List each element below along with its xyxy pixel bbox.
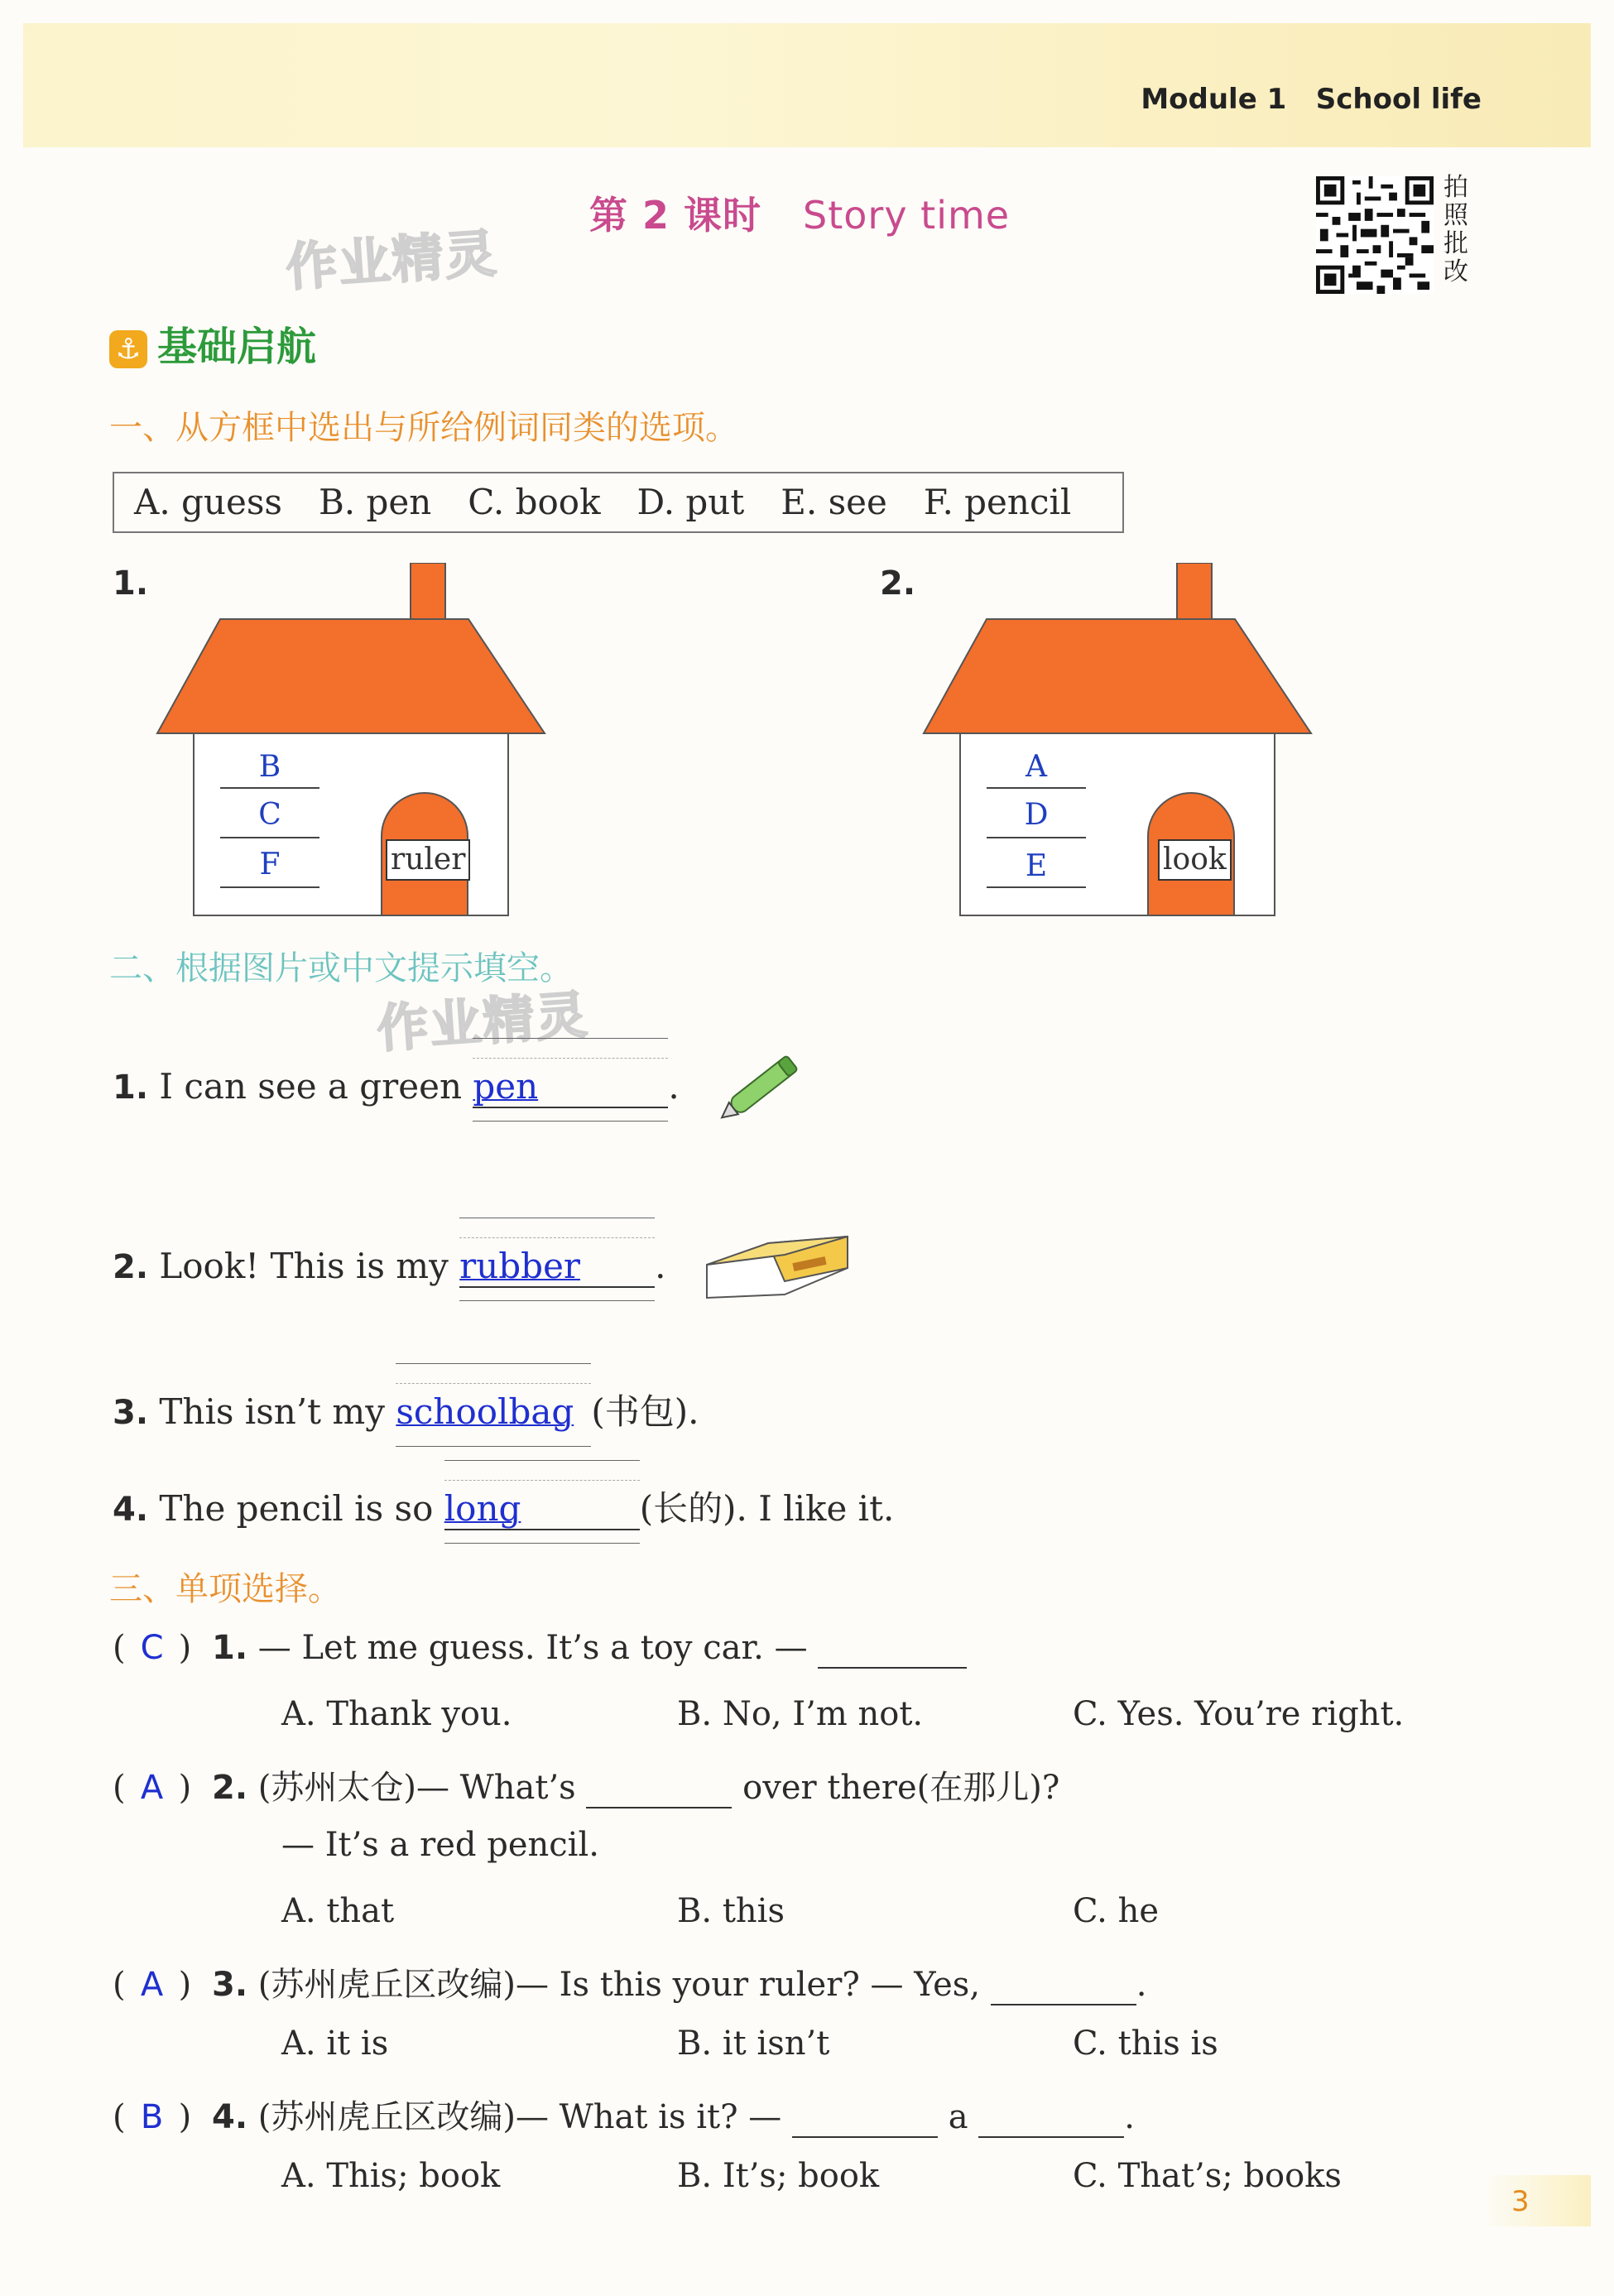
word-option: B. pen	[318, 482, 432, 522]
question-2-heading: 二、根据图片或中文提示填空。	[109, 949, 573, 987]
module-label: Module 1 School life	[1141, 83, 1482, 116]
answer-blank[interactable]: long	[444, 1488, 640, 1530]
mc-option: C. Yes. You’re right.	[1073, 1695, 1405, 1733]
mc-option: A. that	[281, 1892, 395, 1930]
mc-option: B. No, I’m not.	[677, 1695, 924, 1733]
pen-icon	[710, 1041, 818, 1132]
qr-label[interactable]: 拍照批改	[1443, 173, 1468, 286]
answer-blank[interactable]	[978, 2098, 1124, 2138]
mc-option: C. this is	[1073, 2025, 1218, 2063]
answer-blank[interactable]	[586, 1769, 732, 1808]
question-1-heading: 一、从方框中选出与所给例词同类的选项。	[109, 409, 738, 447]
page-number-band	[1482, 2175, 1591, 2226]
mc-option: C. That’s; books	[1073, 2157, 1342, 2195]
mc-item-1: ( C ) 1. — Let me guess. It’s a toy car. —	[113, 1629, 967, 1669]
answer-paren[interactable]: ( A )	[113, 1966, 192, 2004]
house-icon	[920, 563, 1318, 919]
house-answer: B	[258, 750, 281, 784]
word-option: A. guess	[134, 482, 282, 522]
answer-paren[interactable]: ( B )	[113, 2098, 192, 2136]
door-word: ruler	[386, 839, 470, 881]
mc-option: A. Thank you.	[281, 1695, 512, 1733]
mc-item-2: ( A ) 2. (苏州太仓)— What’s over there(在那儿)?	[113, 1769, 1060, 1807]
fill-item-1: 1. I can see a green pen .	[113, 1066, 680, 1108]
watermark: 作业精灵	[375, 984, 591, 1059]
anchor-icon: ⚓	[109, 330, 147, 368]
word-option: C. book	[468, 482, 601, 522]
answer-blank[interactable]: schoolbag	[396, 1391, 591, 1432]
mc-stem-reply: — It’s a red pencil.	[281, 1826, 599, 1864]
house-2	[920, 563, 1318, 919]
fill-item-4: 4. The pencil is so long (长的). I like it.	[113, 1482, 894, 1531]
house-1	[154, 563, 551, 919]
section-heading: ⚓ 基础启航	[109, 315, 316, 372]
house-icon	[154, 563, 551, 919]
word-box	[113, 472, 1124, 533]
mc-option: B. it isn’t	[677, 2025, 830, 2063]
page-number: 3	[1511, 2185, 1530, 2218]
word-option: E. see	[781, 482, 887, 522]
fill-item-2: 2. Look! This is my rubber .	[113, 1246, 666, 1288]
answer-blank[interactable]: rubber	[459, 1246, 655, 1288]
house-1-number: 1.	[113, 564, 149, 603]
answer-blank[interactable]	[818, 1629, 967, 1669]
answer-paren[interactable]: ( C )	[113, 1629, 192, 1667]
mc-option: A. This; book	[281, 2157, 501, 2195]
qr-code-icon[interactable]	[1316, 176, 1434, 294]
mc-item-3: ( A ) 3. (苏州虎丘区改编)— Is this your ruler? — Yes, .	[113, 1966, 1147, 2004]
house-answer: F	[259, 848, 281, 881]
answer-blank[interactable]	[991, 1966, 1136, 2005]
house-answer: A	[1026, 750, 1047, 784]
watermark: 作业精灵	[284, 223, 500, 298]
mc-item-4: ( B ) 4. (苏州虎丘区改编)— What is it? — a .	[113, 2098, 1135, 2136]
house-answer: E	[1025, 849, 1048, 883]
lesson-title: 第 2 课时 Story time	[589, 193, 1011, 238]
door-word: look	[1158, 839, 1232, 881]
house-answer: D	[1024, 798, 1049, 832]
answer-blank[interactable]	[792, 2098, 938, 2138]
house-2-number: 2.	[880, 564, 916, 603]
answer-paren[interactable]: ( A )	[113, 1769, 192, 1807]
word-option: D. put	[636, 482, 745, 522]
answer-blank[interactable]: pen	[473, 1066, 668, 1108]
mc-option: B. this	[677, 1892, 785, 1930]
house-answer: C	[258, 798, 281, 832]
rubber-icon	[702, 1232, 854, 1308]
fill-item-3: 3. This isn’t my schoolbag (书包).	[113, 1385, 699, 1434]
mc-option: B. It’s; book	[677, 2157, 880, 2195]
question-3-heading: 三、单项选择。	[109, 1570, 341, 1608]
word-option: F. pencil	[923, 482, 1072, 522]
mc-option: A. it is	[281, 2025, 389, 2063]
mc-option: C. he	[1073, 1892, 1160, 1930]
